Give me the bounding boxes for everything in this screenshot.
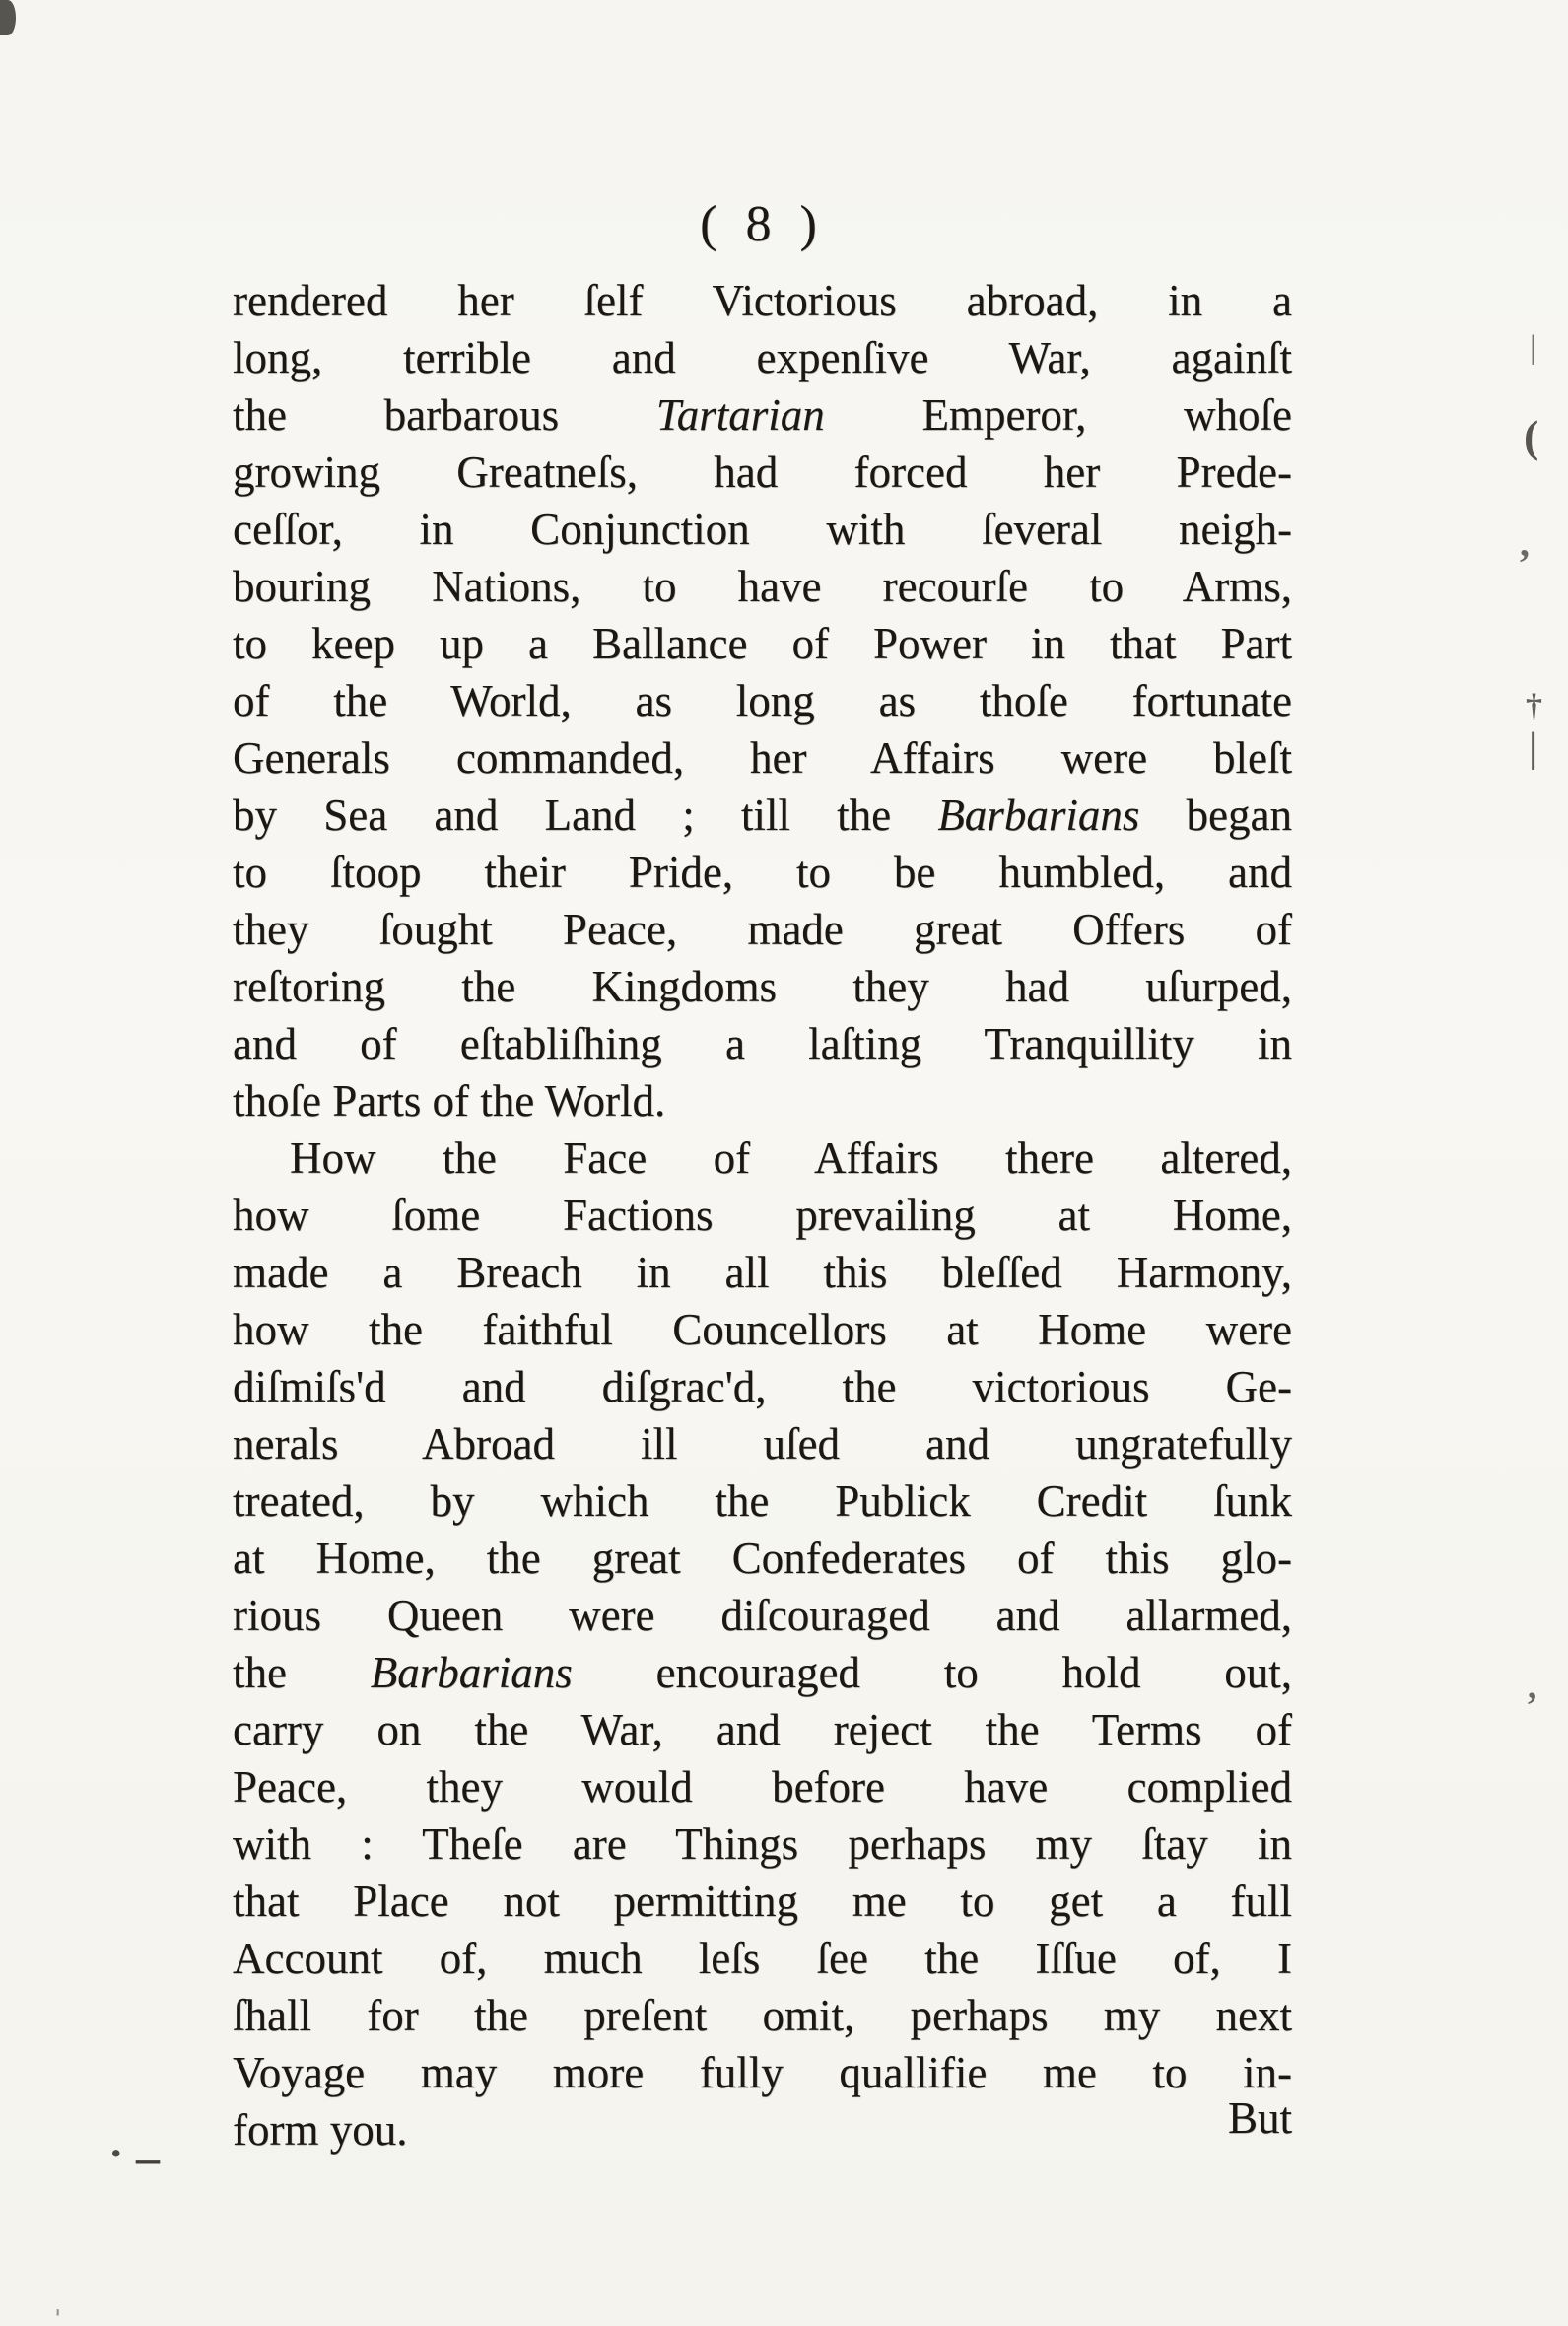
text-line [233,844,1292,901]
text-segment: ſhall for the preſent omit, perhaps my next [233,1991,1292,2040]
text-segment: how ſome Factions prevailing at Home, [233,1191,1292,1240]
text-line [233,1873,1292,1930]
text-segment: at Home, the great Confederates of this glo- [233,1534,1292,1583]
paragraph [233,1129,1292,2158]
text-segment: how the faithful Councellors at Home were [233,1305,1292,1354]
text-segment: Voyage may more fully quallifie me to in- [233,2048,1292,2097]
scan-artifact: ʼ [1526,1685,1538,1727]
scan-artifact [0,0,16,35]
text-line [233,901,1292,958]
text-line [233,1244,1292,1301]
text-line [233,1415,1292,1472]
text-line [233,2093,1292,2158]
italic-text: Tartarian [655,390,825,440]
scan-artifact: ʼ [1518,541,1532,585]
text-segment: to ſtoop their Pride, to be humbled, and [233,848,1292,897]
text-line [233,958,1292,1015]
text-segment: began [1139,790,1292,840]
text-segment: bouring Nations, to have recourſe to Arms, [233,562,1292,611]
text-line [233,1301,1292,1358]
text-line [233,1644,1292,1701]
text-segment: encouraged to hold out, [572,1648,1292,1697]
text-segment: Account of, much leſs ſee the Iſſue of, I [233,1934,1292,1983]
italic-text: Barbarians [370,1648,573,1697]
text-segment: form you. [233,2105,408,2155]
catchword: But [1227,2093,1292,2143]
italic-text: Barbarians [937,790,1140,840]
text-segment: made a Breach in all this bleſſed Harmony, [233,1248,1292,1297]
text-line [233,729,1292,787]
text-line [233,1129,1292,1187]
text-segment: of the World, as long as thoſe fortunate [233,676,1292,725]
text-line [233,1701,1292,1758]
text-segment: ceſſor, in Conjunction with ſeveral neigh- [233,505,1292,554]
text-segment: growing Greatneſs, had forced her Prede- [233,447,1292,497]
text-line [233,272,1292,329]
scan-artifact: ( [1524,411,1539,461]
text-segment: to keep up a Ballance of Power in that Part [233,619,1292,668]
text-line [233,672,1292,729]
text-segment: nerals Abroad ill uſed and ungratefully [233,1419,1292,1469]
text-line [233,329,1292,386]
page-number: ( 8 ) [700,196,825,252]
text-line [233,787,1292,844]
text-line [233,1758,1292,1815]
text-line [233,444,1292,501]
text-segment: Emperor, whoſe [824,390,1293,440]
text-segment: rendered her ſelf Victorious abroad, in a [233,276,1292,325]
text-segment: reſtoring the Kingdoms they had uſurped, [233,962,1292,1011]
text-line [233,501,1292,558]
text-line [233,1472,1292,1530]
text-segment: Peace, they would before have complied [233,1762,1292,1812]
text-line [233,1358,1292,1415]
scan-artifact: ‒ [136,2132,160,2184]
scan-artifact: | [1530,329,1537,366]
text-segment: the barbarous [233,390,656,440]
text-segment: How the Face of Affairs there altered, [290,1133,1292,1183]
scan-artifact: ˌ [51,2272,65,2316]
text-line [233,1530,1292,1587]
text-segment: Generals commanded, her Affairs were bleſt [233,733,1292,783]
text-line [233,1015,1292,1072]
text-line [233,558,1292,615]
text-segment: carry on the War, and reject the Terms of [233,1705,1292,1754]
text-segment: with : Theſe are Things perhaps my ſtay in [233,1819,1292,1869]
text-segment: they ſought Peace, made great Offers of [233,905,1292,954]
text-segment: rious Queen were diſcouraged and allarmed, [233,1591,1292,1640]
text-segment: thoſe Parts of the World. [233,1076,666,1126]
text-line [233,1072,1292,1129]
text-block [233,272,1292,2158]
scan-artifact: † [1526,688,1542,724]
scan-artifact: | [1529,725,1538,771]
text-segment: that Place not permitting me to get a full [233,1877,1292,1926]
text-line [233,386,1292,444]
text-line [233,1987,1292,2044]
text-line [233,615,1292,672]
text-segment: the [233,1648,371,1697]
text-segment: treated, by which the Publick Credit ſunk [233,1476,1292,1526]
text-line [233,2044,1292,2101]
text-line [233,1587,1292,1644]
text-segment: by Sea and Land ; till the [233,790,938,840]
text-line [233,1930,1292,1987]
scan-artifact: . [110,2116,122,2166]
text-line [233,1187,1292,1244]
paragraph [233,272,1292,1129]
text-segment: long, terrible and expenſive War, againſt [233,333,1292,382]
text-segment: and of eſtabliſhing a laſting Tranquillity in [233,1019,1292,1068]
text-segment: diſmiſs'd and diſgrac'd, the victorious Ge- [233,1362,1292,1411]
text-line [233,1815,1292,1873]
